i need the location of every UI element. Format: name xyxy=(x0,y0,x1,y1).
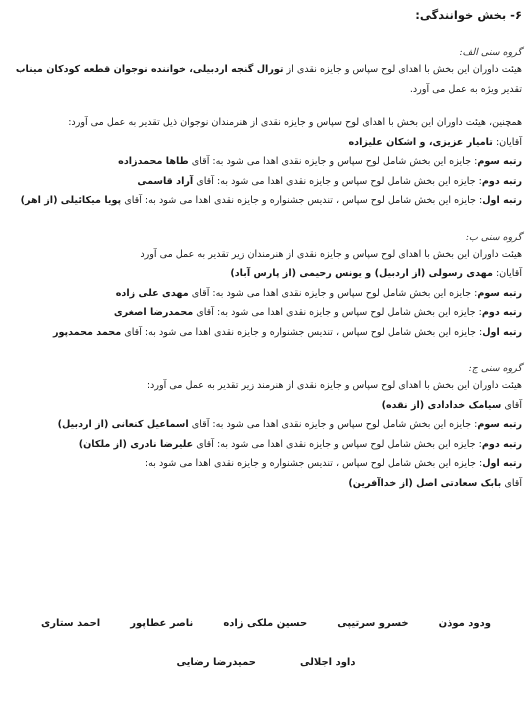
group-c-rank1 xyxy=(10,454,522,474)
jury-member: حمیدرضا رضایی xyxy=(176,657,256,668)
group-c-honorable-names xyxy=(10,396,522,416)
group-a-label: گروه سنی الف: xyxy=(459,47,522,58)
jury-member: احمد ستاری xyxy=(41,618,101,629)
winner-name: پویا میکائیلی (از اهر) xyxy=(20,195,122,206)
group-a-rank3 xyxy=(10,152,522,172)
group-b-honorable-names xyxy=(10,264,522,284)
winner-name: بابک سعادتی اصل (از خداآفرین) xyxy=(348,477,502,489)
rank-text: : جایزه این بخش شامل لوح سپاس ، تندیس جشنواره و جایزه نقدی اهدا می شود به: آقای xyxy=(121,195,483,206)
group-b-label: گروه سنی ب: xyxy=(465,231,522,243)
winner-name: محمد محمدپور xyxy=(53,326,122,338)
rank-text: : جایزه این بخش شامل لوح سپاس و جایزه نقدی اهدا می شود به: آقای xyxy=(193,438,482,450)
jury-member: ودود موذن xyxy=(438,618,491,629)
rank-label: رتبه دوم xyxy=(481,175,522,187)
group-b-rank2 xyxy=(10,303,522,323)
signature-row-2 xyxy=(0,657,532,668)
group-c-rank1-winner xyxy=(10,474,522,494)
rank-text: : جایزه این بخش شامل لوح سپاس و جایزه نقدی اهدا می شود به: آقای xyxy=(193,175,482,187)
group-b-rank3 xyxy=(10,284,522,304)
rank-label: رتبه دوم xyxy=(481,307,522,318)
rank-text: : جایزه این بخش شامل لوح سپاس ، تندیس جشنواره و جایزه نقدی اهدا می شود به: xyxy=(144,458,483,469)
winner-name: طاها محمدزاده xyxy=(118,156,189,167)
rank-text: : جایزه این بخش شامل لوح سپاس و جایزه نقدی اهدا می شود به: آقای xyxy=(188,156,478,167)
group-a-special-line2: تقدیر ویژه به عمل می آورد. xyxy=(409,83,522,95)
group-a-honorable-names xyxy=(10,133,522,153)
group-a-names-prefix: آقایان: xyxy=(492,136,522,148)
group-b-intro: هیئت داوران این بخش با اهدای لوح سپاس و جایزه نقدی از هنرمندان زیر تقدیر به عمل می آورد xyxy=(140,248,522,260)
winner-name: علیرضا نادری (از ملکان) xyxy=(78,438,194,450)
rank-label: رتبه اول xyxy=(482,195,522,206)
group-a-special-name: تورال گنجه اردبیلی، خواننده نوجوان قطعه کودکان میناب xyxy=(15,64,284,75)
winner-name: اسماعیل کنعانی (از اردبیل) xyxy=(57,419,189,430)
group-b-rank1 xyxy=(10,323,522,343)
group-a-honorable-intro: همچنین، هیئت داوران این بخش با اهدای لوح سپاس و جایزه نقدی از هنرمندان نوجوان ذیل تقدیر به عمل می آورد: xyxy=(68,117,522,128)
group-a-rank2 xyxy=(10,172,522,192)
group-c-rank2 xyxy=(10,435,522,455)
group-b-section xyxy=(10,231,522,343)
jury-member: داود اجلالی xyxy=(300,657,356,668)
winner-name: محمدرضا اصغری xyxy=(113,307,194,318)
rank-label: رتبه اول xyxy=(482,326,522,338)
signature-row-1 xyxy=(0,618,532,629)
group-c-section xyxy=(10,362,522,493)
rank-label: رتبه سوم xyxy=(477,156,522,167)
rank-text: : جایزه این بخش شامل لوح سپاس و جایزه نقدی اهدا می شود به: آقای xyxy=(193,307,482,318)
group-c-intro: هیئت داوران این بخش با اهدای لوح سپاس و جایزه نقدی از هنرمند زیر تقدیر به عمل می آورد: xyxy=(146,380,522,391)
rank-label: رتبه اول xyxy=(482,458,522,469)
rank-text: : جایزه این بخش شامل لوح سپاس ، تندیس جشنواره و جایزه نقدی اهدا می شود به: آقای xyxy=(121,326,483,338)
rank-label: رتبه سوم xyxy=(477,287,522,299)
rank-text: : جایزه این بخش شامل لوح سپاس و جایزه نقدی اهدا می شود به: آقای xyxy=(188,419,478,430)
jury-member: خسرو سرتیپی xyxy=(337,618,409,629)
jury-member: ناصر عطاپور xyxy=(130,618,194,629)
section-heading: ۶- بخش خوانندگی: xyxy=(415,8,522,22)
group-a-special-text: هیئت داوران این بخش با اهدای لوح سپاس و جایزه نقدی از xyxy=(283,64,522,75)
group-b-names-prefix: آقایان: xyxy=(492,268,522,279)
jury-signatures xyxy=(0,618,532,668)
rank-text: : جایزه این بخش شامل لوح سپاس و جایزه نقدی اهدا می شود به: آقای xyxy=(188,287,478,299)
winner-prefix: آقای xyxy=(501,477,522,489)
winner-name: آراد قاسمی xyxy=(137,175,194,187)
group-a-section xyxy=(10,46,522,211)
group-a-special-mention xyxy=(10,60,522,80)
winner-name: مهدی علی زاده xyxy=(115,287,189,299)
rank-label: رتبه دوم xyxy=(481,438,522,450)
group-c-label: گروه سنی ج: xyxy=(468,363,522,374)
jury-member: حسین ملکی زاده xyxy=(223,618,308,629)
group-c-names-prefix: آقای xyxy=(501,399,522,411)
group-a-rank1 xyxy=(10,191,522,211)
group-b-names: مهدی رسولی (از اردبیل) و یونس رحیمی (از پارس آباد) xyxy=(230,268,493,279)
group-c-rank3 xyxy=(10,415,522,435)
group-c-names: سیامک خدادادی (از نقده) xyxy=(381,399,502,411)
group-a-names: تامیار عزیزی، و اشکان علیزاده xyxy=(348,136,493,148)
rank-label: رتبه سوم xyxy=(477,419,522,430)
